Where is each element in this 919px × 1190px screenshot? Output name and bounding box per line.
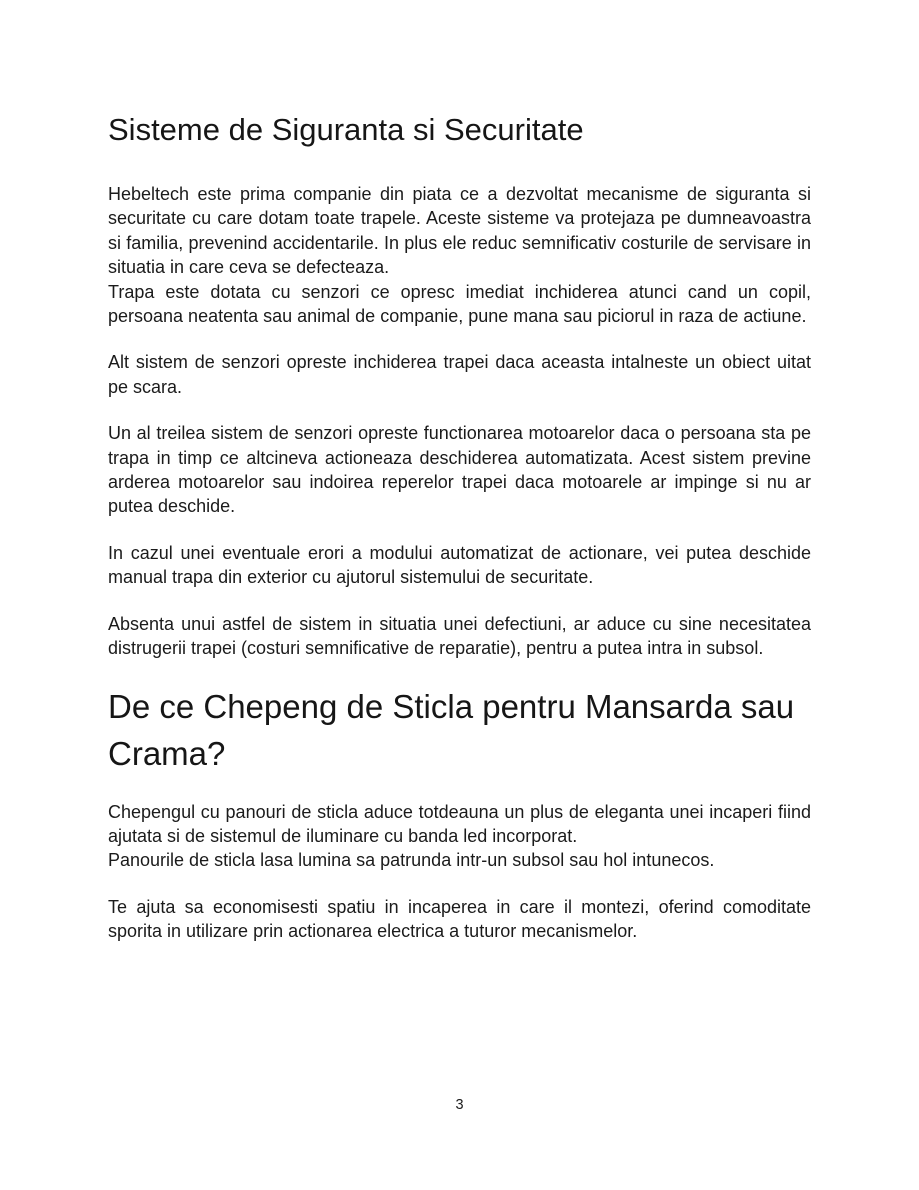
heading-sisteme-siguranta: Sisteme de Siguranta si Securitate [108,112,584,147]
paragraph-panouri-lumina: Panourile de sticla lasa lumina sa patrunda intr-un subsol sau hol intunecos. [108,850,715,871]
paragraph-hebeltech-intro: Hebeltech este prima companie din piata ce a dezvoltat mecanisme de siguranta si securitate cu care dotam toate trapele. Aceste sisteme va protejaza pe dumneavoastra si familia, prevenind accidentarile. In plus ele reduc semnificativ costurile de servisare in situatia in care ceva se defecteaza. [108,184,811,278]
heading-chepeng-sticla: De ce Chepeng de Sticla pentru Mansarda sau Crama? [108,687,795,772]
paragraph-trapa-senzori: Trapa este dotata cu senzori ce opresc imediat inchiderea atunci cand un copil, persoana neatenta sau animal de companie, pune mana sau piciorul in raza de actiune. [108,281,811,327]
paragraph-absenta-sistem: Absenta unui astfel de sistem in situatia unei defectiuni, ar aduce cu sine necesitatea distrugerii trapei (costuri semnificative de reparatie), pentru a putea intra in subsol. [108,613,811,659]
paragraph-erori-modul-automatizat: In cazul unei eventuale erori a modului automatizat de actionare, vei putea deschide manual trapa din exterior cu ajutorul sistemului de securitate. [108,542,811,588]
page-number: 3 [455,1097,464,1113]
paragraph-economisesti-spatiu: Te ajuta sa economisesti spatiu in incaperea in care il montezi, oferind comoditate sporita in utilizare prin actionarea electrica a tuturor mecanismelor. [108,896,811,942]
paragraph-alt-sistem-senzori: Alt sistem de senzori opreste inchiderea trapei daca aceasta intalneste un obiect uitat pe scara. [108,352,811,397]
paragraph-chepeng-eleganta: Chepengul cu panouri de sticla aduce totdeauna un plus de eleganta unei incaperi fiind ajutata si de sistemul de iluminare cu banda led incorporat. [108,801,811,846]
paragraph-al-treilea-sistem: Un al treilea sistem de senzori opreste functionarea motoarelor daca o persoana sta pe trapa in timp ce altcineva actioneaza deschiderea automatizata. Acest sistem previne arderea motoarelor sau indoirea reperelor trapei daca motoarele ar impinge si nu ar putea deschide. [108,423,811,517]
